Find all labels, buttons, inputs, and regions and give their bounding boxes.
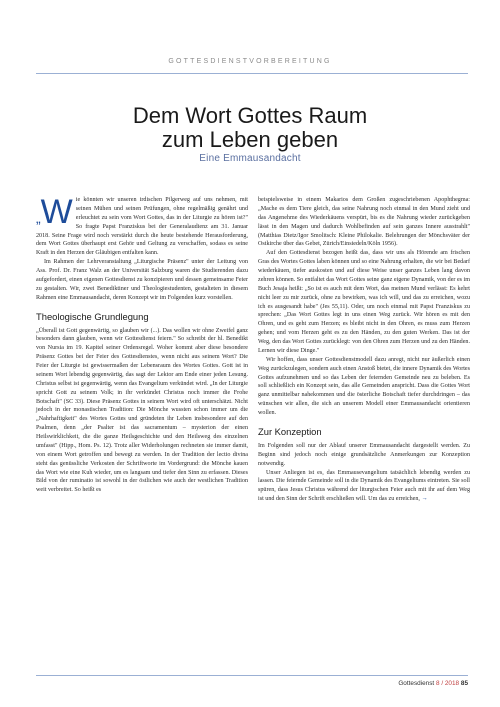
footer-divider bbox=[36, 675, 468, 676]
article-title bbox=[0, 104, 500, 152]
paragraph: Auf den Gottesdienst bezogen heißt das, dass wir uns als Hörende am frischen Gras des Wortes Gottes laben können und so eine Nahrung erhalten, die wir bei Bedarf wiederkäuen, tiefer auskosten und auf diese Weise unser ganzes Leben lang davon zehren können. So entfaltet das Wort Gottes seine ganz eigene Dynamik, von der es im Buch Jesaja heißt: „So ist es auch mit dem Wort, das meinen Mund verlässt: Es kehrt nicht leer zu mir zurück, ohne zu bewirken, was ich will, und das zu erreichen, wozu ich es ausgesandt habe" (Jes 55,11). Oder, um noch einmal mit Papst Franziskus zu sprechen: „Das Wort Gottes legt in uns einen Weg zurück. Wir hören es mit den Ohren, und es geht zum Herzen; es bleibt nicht in den Ohren, es muss zum Herzen gehen; und vom Herzen geht es zu den Händen, zu den guten Werken. Das ist der Weg, den das Wort Gottes zurücklegt: von den Ohren zum Herzen und zu den Händen. Lernen wir diese Dinge." bbox=[258, 250, 470, 354]
section-heading: Theologische Grundlegung bbox=[36, 310, 149, 322]
section-label: GOTTESDIENSTVORBEREITUNG bbox=[168, 58, 332, 65]
paragraph: Wir hoffen, dass unser Gottesdienstmodell dazu anregt, nicht nur äußerlich einen Weg zurückzulegen, sondern auch einen Anstoß bietet, die innere Dynamik des Wortes Gottes aufzunehmen und so das Leben der feiernden Gemeinde neu zu beleben. Es soll schließlich ein Konzept sein, das alle Gemeinden anspricht. Dass die Gottes Wort ganz unmittelbar nahekommen und die österliche Botschaft tiefer durchdringen – das wünschen wir allen, die sich an unserem Modell einer Emmausandacht orientieren wollen. bbox=[258, 356, 470, 416]
text-column-right bbox=[258, 196, 470, 504]
paragraph: „Überall ist Gott gegenwärtig, so glauben wir (...). Das wollen wir ohne Zweifel ganz besonders dann glauben, wenn wir Gottesdienst feiern." So schreibt der hl. Benedikt von Nursia im 19. Kapitel seiner Ordensregel. Woher kommt aber diese besondere Präsenz Gottes bei der Feier des Gottesdienstes, wenn nicht aus seinem Wort? Die Feier der Liturgie ist gewissermaßen der Lebensraum des Wortes Gottes. Gott ist in seinem Wort lebendig gegenwärtig, das sagt der Lektor am Ende einer jeden Lesung. Christus selbst ist gegenwärtig, wenn das Evangelium verkündet wird. „In der Liturgie spricht Gott zu seinem Volk; in ihr verkündet Christus noch immer die Frohe Botschaft" (SC 33). Diese Präsenz Gottes in seinem Wort wird oft unterschätzt. Nicht jedoch in der monastischen Tradition: Die Mönche wussten schon immer um die „Nahrhaftigkeit" des Wortes Gottes und gründeten ihr Leben insbesondere auf den Psalmen, denn „der Psalter ist das sacramentum – mysterion der einen Heilswirklichkeit, die die ganze Heilsgeschichte und den Heilsweg des einzelnen umfasst" (Hipp., Hom. Ps. 12). Trotz aller Widerholungen rechneten sie immer damit, von einem Wort getroffen und bewegt zu werden. In der Tradition der lectio divina steht das genüssliche Verkosten der Schriftworte im Vordergrund: die Mönche kauen das Wort wie eine Kuh wieder, um es langsam und tiefer den Sinn zu erfassen. Dieses Bild von der ruminatio ist sowohl in der östlichen wie auch der westlichen Tradition weit verbreitet. So heißt es bbox=[36, 327, 248, 494]
section-heading: Zur Konzeption bbox=[258, 425, 322, 437]
page-number: 85 bbox=[460, 680, 468, 687]
text-column-left bbox=[36, 193, 248, 495]
paragraph: Unser Anliegen ist es, das Emmausevangelium tatsächlich lebendig werden zu lassen. Die feiernde Gemeinde soll in die Dynamik des Evangeliums eintreten. Sie soll spüren, dass Jesus Christus während der liturgischen Feier auch mit ihr auf dem Weg ist und den Sinn der Schrift erschließen will. Um das zu erreichen, → bbox=[258, 469, 470, 503]
page-footer bbox=[398, 680, 468, 687]
paragraph: Im Folgenden soll nur der Ablauf unserer Emmausandacht dargestellt werden. Zu Beginn sind jedoch noch einige grundsätzliche Anmerkungen zur Konzeption notwendig. bbox=[258, 442, 470, 467]
paragraph: beispielsweise in einem Makarios dem Großen zugeschriebenen Apophthegma: „Mache es dem Tiere gleich, das seine Nahrung noch einmal in den Mund zieht und das Angenehme des Wiederkäuens verspürt, bis es die Nahrung wieder zurückgeben lässt in den Magen und dadurch Wohlbefinden auf sein ganzes Innere ausstrahlt" (Matthias Dietz/Igor Smolitsch: Kleine Philokalie. Belehrungen der Mönchsväter der Ostkirche über das Gebet, Zürich/Einsiedeln/Köln 1956). bbox=[258, 197, 470, 248]
paragraph: Im Rahmen der Lehrveranstaltung „Liturgische Präsenz" unter der Leitung von Ass. Prof. Dr. Franz Walz an der Universität Salzburg waren die Studierenden dazu aufgefordert, einen eigenen Gottesdienst zu konzipieren und dessen gemeinsame Feier zu gestalten. Wir, zwei Benediktiner und Theologiestudenten, gestalteten in diesem Rahmen eine Emmausandacht, deren Konzept wir im Folgenden kurz vorstellen. bbox=[36, 259, 248, 301]
title-line-1: Dem Wort Gottes Raum bbox=[132, 103, 368, 128]
continue-arrow-icon: → bbox=[421, 496, 428, 503]
magazine-name: Gottesdienst bbox=[398, 680, 435, 687]
top-divider bbox=[36, 73, 468, 74]
drop-cap: „W bbox=[36, 193, 73, 231]
article-subtitle: Eine Emmausandacht bbox=[199, 153, 301, 164]
opening-quote-mark: „ bbox=[36, 210, 41, 226]
issue-number: 8 / 2018 bbox=[436, 680, 460, 687]
intro-paragraph: „W ie könnten wir unseren irdischen Pilgerweg auf uns nehmen, mit seinen Mühen und seinen Prüfungen, ohne regelmäßig genährt und erleuchtet zu sein vom Wort Gottes, das in der Liturgie zu hören ist?" So fragte Papst Franziskus bei der Generalaudienz am 31. Januar 2018. Seine Frage wird noch verstärkt durch die heute bestehende Herausforderung, dem Wort Gottes überhaupt erst Gehör und Geltung zu verschaffen, sodass es seine Kraft in den Herzen der Gläubigen entfalten kann. bbox=[36, 193, 248, 257]
title-line-2: zum Leben geben bbox=[161, 127, 339, 152]
